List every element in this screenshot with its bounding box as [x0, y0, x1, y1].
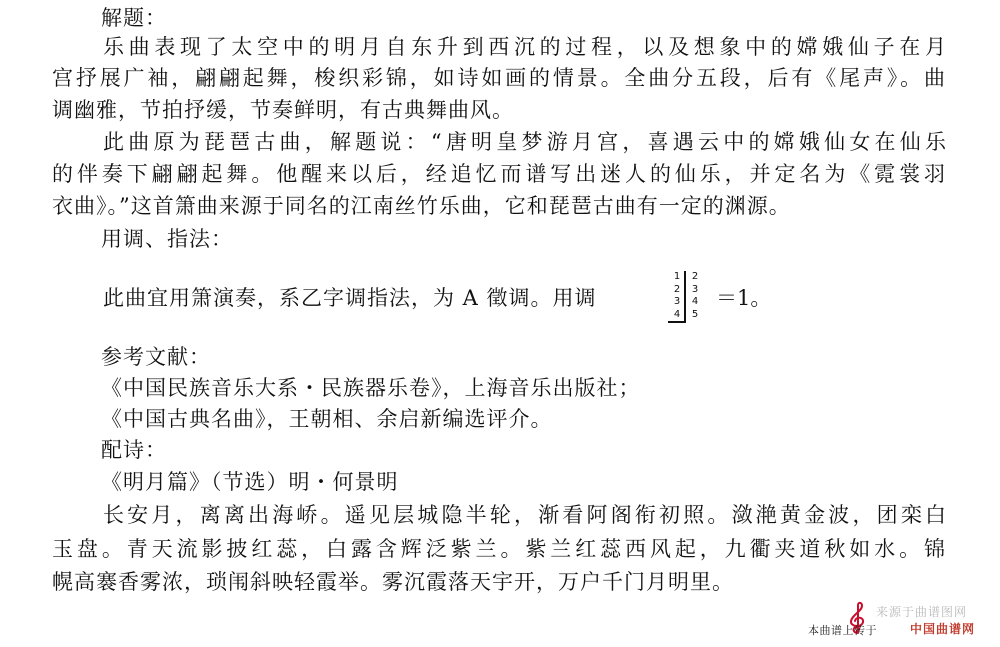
poem-line1: 长安月，离离出海峤。遥见层城隐半轮，渐看阿阁衔初照。潋滟黄金波，团栾白	[103, 503, 947, 527]
fingering-underline	[668, 321, 685, 323]
poem-source: 《明月篇》（节选）明・何景明	[101, 470, 399, 494]
fingering-left-4: 4	[673, 308, 681, 320]
para2-line1: 此曲原为琵琶古曲，解题说：“唐明皇梦游月宫，喜遇云中的嫦娥仙女在仙乐	[103, 130, 947, 154]
watermark-site-text: 来源于曲谱图网	[876, 605, 968, 619]
para1-line3: 调幽雅，节拍抒缓，节奏鲜明，有古典舞曲风。	[52, 98, 514, 122]
fingering-left-1: 1	[673, 271, 681, 282]
para1-line2: 宫抒展广袖，翩翩起舞，梭织彩锦，如诗如画的情景。全曲分五段，后有《尾声》。曲	[52, 66, 946, 90]
fingering-left-2: 2	[673, 283, 681, 295]
heading-jieti: 解题：	[101, 6, 167, 30]
para1-line1: 乐曲表现了太空中的明月自东升到西沉的过程，以及想象中的嫦娥仙子在月	[103, 35, 947, 59]
fingering-right-3: 3	[691, 283, 699, 295]
fingering-right-4: 4	[691, 296, 699, 307]
ref-item-1: 《中国民族音乐大系・民族器乐卷》，上海音乐出版社；	[101, 376, 641, 400]
fingering-diagram	[667, 271, 709, 323]
poem-line3: 幌高褰香雾浓，琐闱斜映轻霞举。雾沉霞落天宇开，万户千门月明里。	[52, 570, 734, 594]
watermark-footer-text: 本曲谱上传于	[808, 624, 877, 637]
fingering-right-5: 5	[691, 308, 699, 320]
ref-item-2: 《中国古典名曲》，王朝相、余启新编选评介。	[101, 407, 553, 431]
fingering-divider	[684, 271, 686, 323]
para2-line3: 衣曲》。”这首箫曲来源于同名的江南丝竹乐曲，它和琵琶古曲有一定的渊源。	[52, 194, 791, 218]
heading-yongdiao: 用调、指法：	[101, 227, 233, 251]
fingering-left-3: 3	[673, 296, 681, 307]
heading-poem: 配诗：	[101, 438, 167, 462]
fingering-right-2: 2	[691, 271, 699, 282]
watermark-brand-text: 中国曲谱网	[910, 622, 976, 636]
fingering-right-column	[687, 271, 703, 321]
heading-refs: 参考文献：	[101, 345, 211, 369]
fingering-left-column	[669, 271, 685, 321]
fingering-equals: ＝1。	[716, 286, 772, 310]
poem-line2: 玉盘。青天流影披红蕊，白露含辉泛紫兰。紫兰红蕊西风起，九衢夹道秋如水。锦	[52, 537, 946, 561]
para2-line2: 的伴奏下翩翩起舞。他醒来以后，经追忆而谱写出迷人的仙乐，并定名为《霓裳羽	[52, 162, 946, 186]
yongdiao-text: 此曲宜用箫演奏，系乙字调指法，为 A 徵调。用调	[103, 286, 597, 310]
